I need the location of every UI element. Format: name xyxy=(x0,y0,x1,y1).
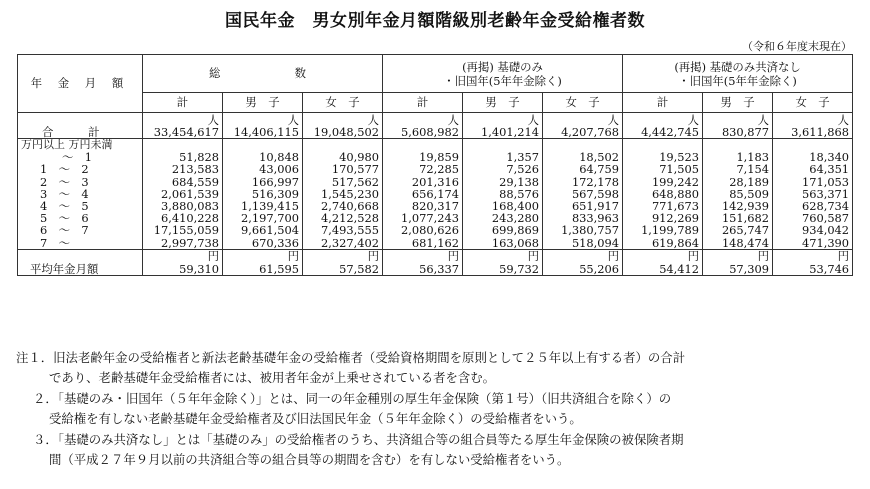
table-cell: 6,410,228 xyxy=(143,212,223,224)
table-cell: 7,493,555 xyxy=(303,224,383,236)
total-cell: 人 5,608,982 xyxy=(383,113,463,139)
average-cell: 円 59,310 xyxy=(143,249,223,275)
band-label: 7 ～ xyxy=(18,237,143,250)
footnotes xyxy=(16,348,856,470)
table-cell: 2,197,700 xyxy=(223,212,303,224)
table-cell: 760,587 xyxy=(773,212,853,224)
header-kiso-kei: 計 xyxy=(383,93,463,113)
table-cell: 934,042 xyxy=(773,224,853,236)
table-cell: 651,917 xyxy=(543,200,623,212)
total-label: 合 計 xyxy=(18,113,143,139)
table-cell: 471,390 xyxy=(773,237,853,250)
table-cell: 820,317 xyxy=(383,200,463,212)
table-cell: 1,380,757 xyxy=(543,224,623,236)
table-cell: 71,505 xyxy=(623,163,703,175)
band-label: 5 ～ 6 xyxy=(18,212,143,224)
table-cell: 64,759 xyxy=(543,163,623,175)
band-label: 6 ～ 7 xyxy=(18,224,143,236)
table-row xyxy=(18,237,853,250)
table-cell: 151,682 xyxy=(703,212,773,224)
table-cell: 40,980 xyxy=(303,151,383,163)
table-cell: 142,939 xyxy=(703,200,773,212)
header-kiso-nokyosai-group: (再掲) 基礎のみ共済なし ・旧国年(5年年金除く) xyxy=(623,55,853,93)
table-cell: 648,880 xyxy=(623,188,703,200)
table-cell: 771,673 xyxy=(623,200,703,212)
table-cell: 72,285 xyxy=(383,163,463,175)
note-1-cont: であり、老齢基礎年金受給権者には、被用者年金が上乗せされている者を含む。 xyxy=(49,370,496,386)
table-cell: 1,199,789 xyxy=(623,224,703,236)
band-label: 2 ～ 3 xyxy=(18,176,143,188)
table-cell: 2,080,626 xyxy=(383,224,463,236)
header-total-female: 女 子 xyxy=(303,93,383,113)
table-cell: 2,327,402 xyxy=(303,237,383,250)
table-cell: 4,212,528 xyxy=(303,212,383,224)
header-kiso-male: 男 子 xyxy=(463,93,543,113)
table-cell: 29,138 xyxy=(463,176,543,188)
table-cell: 833,963 xyxy=(543,212,623,224)
total-cell: 人 33,454,617 xyxy=(143,113,223,139)
total-cell: 人 1,401,214 xyxy=(463,113,543,139)
header-total-kei: 計 xyxy=(143,93,223,113)
table-row xyxy=(18,163,853,175)
table-cell: 2,740,668 xyxy=(303,200,383,212)
header-kiso-group: (再掲) 基礎のみ ・旧国年(5年年金除く) xyxy=(383,55,623,93)
header-total-male: 男 子 xyxy=(223,93,303,113)
page-title: 国民年金 男女別年金月額階級別老齢年金受給権者数 xyxy=(225,11,645,31)
header-nokyosai-male: 男 子 xyxy=(703,93,773,113)
table-cell: 171,053 xyxy=(773,176,853,188)
average-cell: 円 56,337 xyxy=(383,249,463,275)
band-label: ～ 1 xyxy=(18,151,143,163)
table-cell: 567,598 xyxy=(543,188,623,200)
table-cell: 213,583 xyxy=(143,163,223,175)
table-row xyxy=(18,224,853,236)
table-cell: 684,559 xyxy=(143,176,223,188)
table-row xyxy=(18,176,853,188)
total-cell: 人 830,877 xyxy=(703,113,773,139)
table-cell: 265,747 xyxy=(703,224,773,236)
table-cell: 699,869 xyxy=(463,224,543,236)
total-cell: 人 14,406,115 xyxy=(223,113,303,139)
as-of-date: （令和６年度末現在） xyxy=(742,40,852,53)
table-cell: 912,269 xyxy=(623,212,703,224)
table-cell: 172,178 xyxy=(543,176,623,188)
table-cell: 7,154 xyxy=(703,163,773,175)
table-cell: 19,859 xyxy=(383,151,463,163)
total-cell: 人 4,207,768 xyxy=(543,113,623,139)
average-cell: 円 53,746 xyxy=(773,249,853,275)
average-cell: 円 57,582 xyxy=(303,249,383,275)
table-cell: 516,309 xyxy=(223,188,303,200)
header-total-group: 総 数 xyxy=(143,55,383,93)
note-1: 注１．旧法老齢年金の受給権者と新法老齢基礎年金の受給権者（受給資格期間を原則として２５年以上有する者）の合計 xyxy=(16,350,686,365)
table-cell: 88,576 xyxy=(463,188,543,200)
statistics-table xyxy=(17,54,853,276)
table-cell: 628,734 xyxy=(773,200,853,212)
total-cell: 人 4,442,745 xyxy=(623,113,703,139)
header-row-label: 年 金 月 額 xyxy=(18,55,143,113)
band-header: 万円以上 万円未満 xyxy=(18,139,143,152)
table-cell: 619,864 xyxy=(623,237,703,250)
band-label: 3 ～ 4 xyxy=(18,188,143,200)
table-cell: 1,183 xyxy=(703,151,773,163)
table-cell: 7,526 xyxy=(463,163,543,175)
total-cell: 人 3,611,868 xyxy=(773,113,853,139)
table-cell: 9,661,504 xyxy=(223,224,303,236)
header-nokyosai-kei: 計 xyxy=(623,93,703,113)
table-cell: 2,997,738 xyxy=(143,237,223,250)
note-3-cont: 間（平成２７年９月以前の共済組合等の組合員等の期間を含む）を有しない受給権者をいう。 xyxy=(49,452,570,468)
table-cell: 199,242 xyxy=(623,176,703,188)
table-cell: 28,189 xyxy=(703,176,773,188)
table-cell: 1,545,230 xyxy=(303,188,383,200)
note-3: ３．「基礎のみ共済なし」とは「基礎のみ」の受給権者のうち、共済組合等の組合員等たる厚生年金保険の被保険者期 xyxy=(33,431,684,447)
average-cell: 円 59,732 xyxy=(463,249,543,275)
band-label: 4 ～ 5 xyxy=(18,200,143,212)
header-kiso-female: 女 子 xyxy=(543,93,623,113)
table-cell: 1,139,415 xyxy=(223,200,303,212)
table-cell: 656,174 xyxy=(383,188,463,200)
average-cell: 円 54,412 xyxy=(623,249,703,275)
table-cell: 10,848 xyxy=(223,151,303,163)
table-cell: 681,162 xyxy=(383,237,463,250)
table-cell: 19,523 xyxy=(623,151,703,163)
table-cell: 51,828 xyxy=(143,151,223,163)
average-cell: 円 57,309 xyxy=(703,249,773,275)
average-cell: 円 55,206 xyxy=(543,249,623,275)
table-cell: 148,474 xyxy=(703,237,773,250)
band-label: 1 ～ 2 xyxy=(18,163,143,175)
table-cell: 18,502 xyxy=(543,151,623,163)
table-cell: 3,880,083 xyxy=(143,200,223,212)
table-cell: 563,371 xyxy=(773,188,853,200)
table-cell: 1,077,243 xyxy=(383,212,463,224)
table-cell: 517,562 xyxy=(303,176,383,188)
table-cell: 163,068 xyxy=(463,237,543,250)
table-cell: 18,340 xyxy=(773,151,853,163)
table-cell: 64,351 xyxy=(773,163,853,175)
table-cell: 201,316 xyxy=(383,176,463,188)
table-cell: 670,336 xyxy=(223,237,303,250)
average-cell: 円 61,595 xyxy=(223,249,303,275)
table-cell: 85,509 xyxy=(703,188,773,200)
note-2: ２．「基礎のみ・旧国年（５年年金除く）」とは、同一の年金種別の厚生年金保険（第１号）（旧共済組合を除く）の xyxy=(33,390,672,406)
average-row xyxy=(18,249,853,275)
table-cell: 518,094 xyxy=(543,237,623,250)
total-row xyxy=(18,113,853,139)
table-cell: 243,280 xyxy=(463,212,543,224)
header-nokyosai-female: 女 子 xyxy=(773,93,853,113)
table-cell: 2,061,539 xyxy=(143,188,223,200)
table-cell: 170,577 xyxy=(303,163,383,175)
average-label: 平均年金月額 xyxy=(18,249,143,275)
table-cell: 166,997 xyxy=(223,176,303,188)
table-cell: 1,357 xyxy=(463,151,543,163)
table-cell: 17,155,059 xyxy=(143,224,223,236)
table-cell: 43,006 xyxy=(223,163,303,175)
table-cell: 168,400 xyxy=(463,200,543,212)
note-2-cont: 受給権を有しない老齢基礎年金受給権者及び旧法国民年金（５年年金除く）の受給権者をいう。 xyxy=(49,411,582,427)
total-cell: 人 19,048,502 xyxy=(303,113,383,139)
